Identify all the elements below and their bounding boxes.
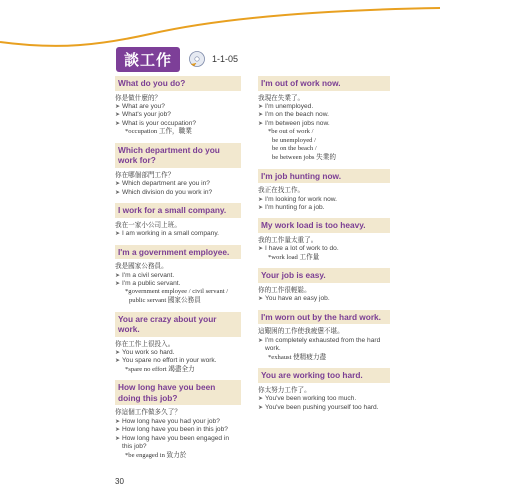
alternative-phrase: ➤ You spare no effort in your work. — [115, 357, 241, 365]
alternative-phrase: ➤ How long have you had your job? — [115, 418, 241, 426]
chinese-translation: 我正在找工作。 — [258, 186, 305, 195]
alternative-phrase: ➤ You have an easy job. — [258, 295, 390, 303]
phrase-heading: Your job is easy. — [258, 268, 390, 283]
phrase-section — [115, 312, 241, 375]
alternative-phrase: ➤ I'm between jobs now. — [258, 120, 390, 128]
track-number: 1-1-05 — [212, 54, 239, 64]
phrase-section — [258, 218, 390, 262]
alternative-phrase: ➤ I am working in a small company. — [115, 230, 241, 238]
page-number: 30 — [115, 477, 124, 486]
phrase-heading: I'm job hunting now. — [258, 169, 390, 184]
phrase-section — [115, 143, 241, 197]
phrase-section — [258, 76, 390, 163]
vocabulary-note: *occupation 工作，職業 — [125, 128, 192, 136]
vocabulary-note: be between jobs 失業的 — [272, 154, 336, 161]
phrase-section — [115, 76, 241, 137]
alternative-phrase: ➤ I'm on the beach now. — [258, 111, 390, 119]
chinese-translation: 你是做什麼的？ — [115, 93, 162, 102]
alternative-phrase: ➤ I'm a public servant. — [115, 280, 241, 288]
phrase-section — [115, 245, 241, 306]
vocabulary-note: *exhaust 使精疲力盡 — [268, 353, 327, 361]
phrase-heading: Which department do you work for? — [115, 143, 241, 168]
phrase-heading: How long have you been doing this job? — [115, 380, 241, 405]
phrase-heading: You are working too hard. — [258, 368, 390, 383]
phrase-section — [258, 169, 390, 213]
right-column — [258, 76, 390, 418]
chinese-translation: 你在哪個部門工作？ — [115, 170, 175, 179]
alternative-phrase: ➤ You work so hard. — [115, 349, 241, 357]
alternative-phrase: ➤ Which department are you in? — [115, 180, 241, 188]
alternative-phrase: ➤ What's your job? — [115, 111, 241, 119]
chinese-translation: 我在一家小公司上班。 — [115, 220, 181, 229]
vocabulary-note: *be out of work / — [268, 128, 314, 136]
alternative-phrase: ➤ How long have you been in this job? — [115, 426, 241, 434]
vocabulary-note: *government employee / civil servant / — [125, 288, 229, 296]
chinese-translation: 我是國家公務員。 — [115, 262, 168, 271]
alternative-phrase: ➤ I'm completely exhausted from the hard work. — [258, 337, 390, 354]
vocabulary-note: *work load 工作量 — [268, 253, 320, 261]
chinese-translation: 我現在失業了。 — [258, 93, 305, 102]
alternative-phrase: ➤ I'm unemployed. — [258, 103, 390, 111]
vocabulary-note: be unemployed / — [272, 136, 316, 144]
phrase-heading: I'm a government employee. — [115, 245, 241, 260]
alternative-phrase: ➤ How long have you been engaged in this job? — [115, 435, 241, 452]
chinese-translation: 你在工作上很投入。 — [115, 339, 175, 348]
phrase-section — [258, 310, 390, 362]
vocabulary-note: *spare no effort 竭盡全力 — [125, 365, 195, 373]
phrase-heading: I work for a small company. — [115, 203, 241, 218]
section-title: 談工作 — [116, 47, 180, 72]
alternative-phrase: ➤ You've been working too much. — [258, 395, 390, 403]
chinese-translation: 這艱困的工作使我疲憊不堪。 — [258, 327, 344, 336]
alternative-phrase: ➤ I'm hunting for a job. — [258, 204, 390, 212]
alternative-phrase: ➤ I'm a civil servant. — [115, 272, 241, 280]
alternative-phrase: ➤ What are you? — [115, 103, 241, 111]
vocabulary-note: public servant 國家公務員 — [129, 296, 201, 304]
phrase-section — [115, 380, 241, 460]
alternative-phrase: ➤ Which division do you work in? — [115, 189, 241, 197]
alternative-phrase: ➤ What is your occupation? — [115, 120, 241, 128]
phrase-section — [258, 268, 390, 303]
vocabulary-note: be on the beach / — [272, 145, 317, 153]
chinese-translation: 你這個工作做多久了？ — [115, 408, 181, 417]
decorative-curve — [0, 0, 520, 60]
alternative-phrase: ➤ You've been pushing yourself too hard. — [258, 404, 390, 412]
alternative-phrase: ➤ I have a lot of work to do. — [258, 245, 390, 253]
chinese-translation: 你太努力工作了。 — [258, 385, 311, 394]
phrase-heading: What do you do? — [115, 76, 241, 91]
alternative-phrase: ➤ I'm looking for work now. — [258, 196, 390, 204]
phrase-heading: I'm out of work now. — [258, 76, 390, 91]
phrase-heading: I'm worn out by the hard work. — [258, 310, 390, 325]
phrase-section — [258, 368, 390, 412]
section-title-row — [116, 48, 238, 70]
vocabulary-note: *be engaged in 致力於 — [125, 451, 187, 459]
audio-cd-icon[interactable] — [188, 50, 206, 68]
phrase-section — [115, 203, 241, 238]
phrase-heading: My work load is too heavy. — [258, 218, 390, 233]
chinese-translation: 我的工作量太重了。 — [258, 235, 318, 244]
chinese-translation: 你的工作很輕鬆。 — [258, 285, 311, 294]
left-column — [115, 76, 241, 466]
phrase-heading: You are crazy about your work. — [115, 312, 241, 337]
